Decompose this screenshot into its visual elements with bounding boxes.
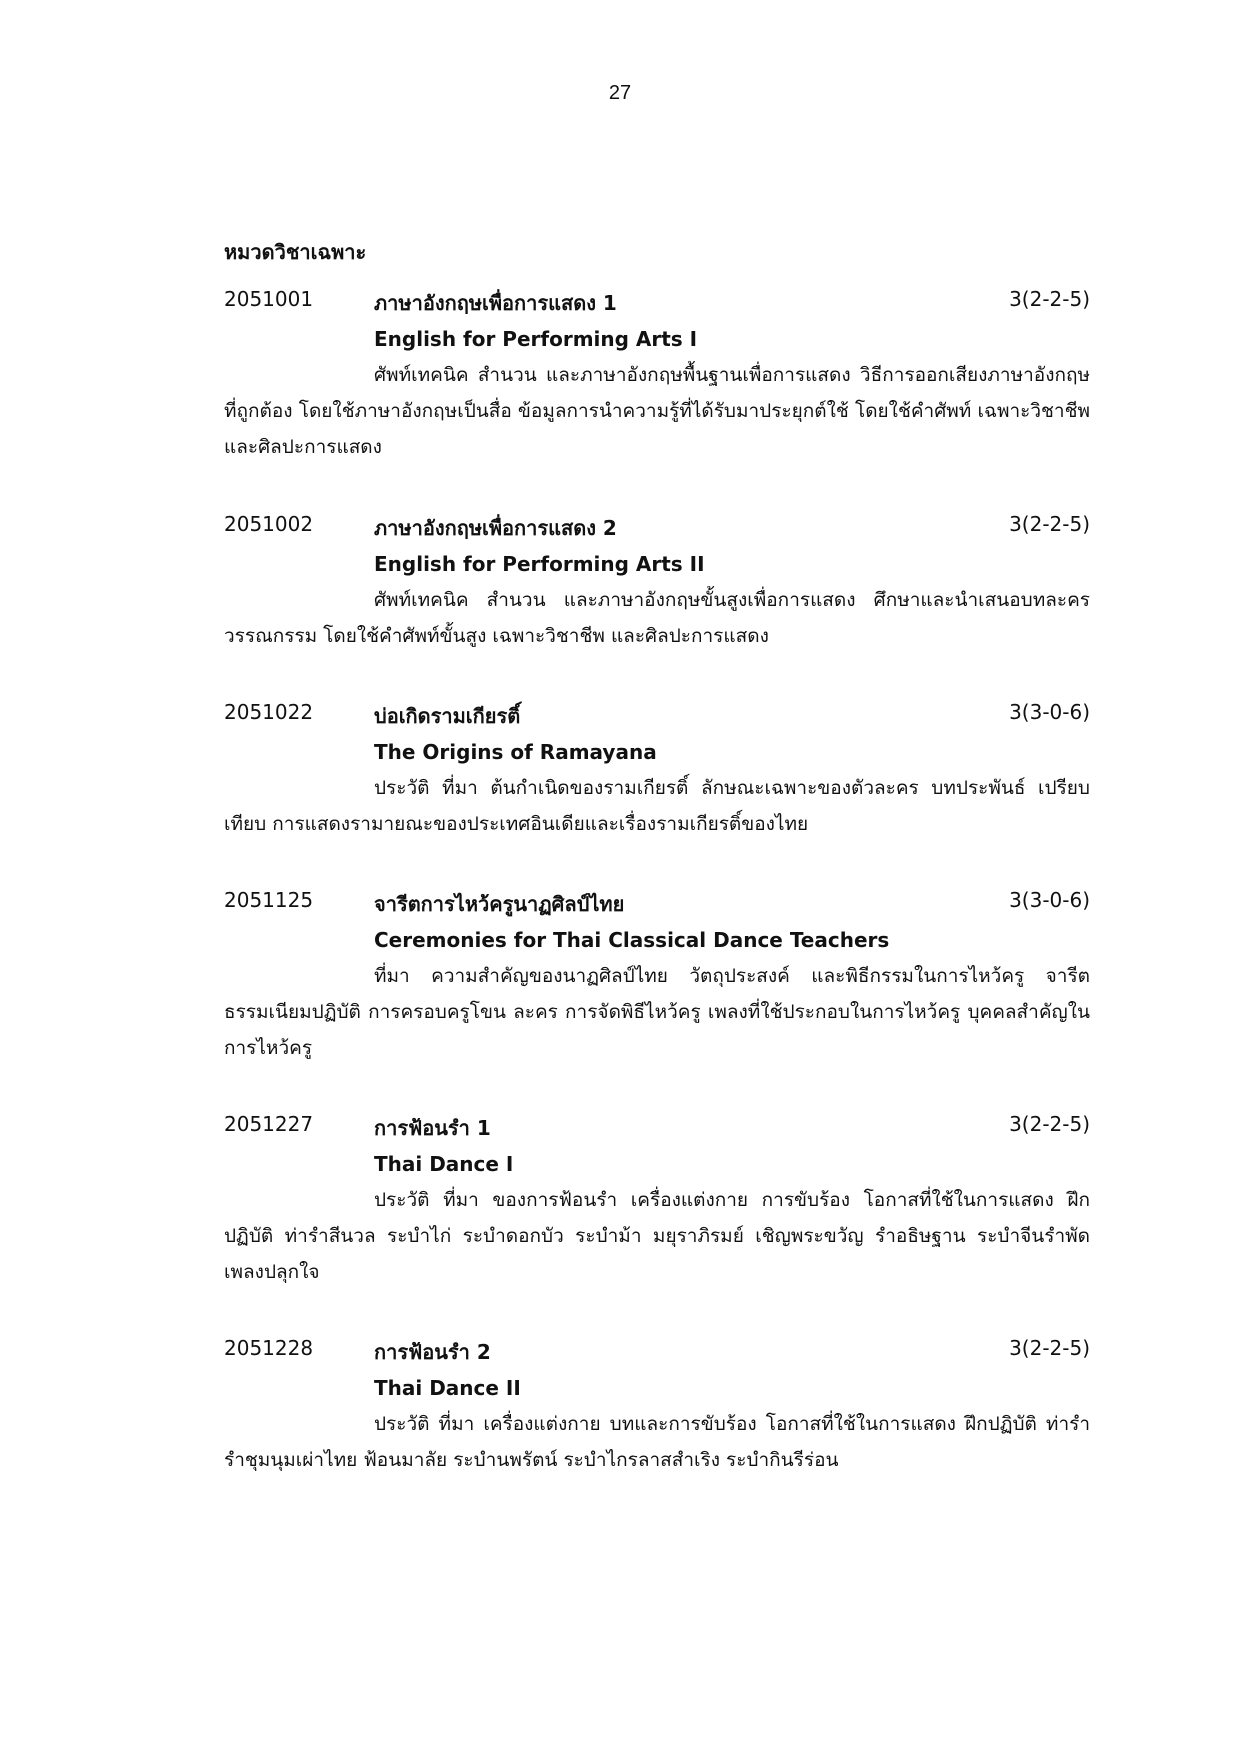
course-description: ประวัติ ที่มา ของการฟ้อนรำ เครื่องแต่งกาย การขับร้อง โอกาสที่ใช้ในการแสดง ฝึกปฏิบัติ ท่ารำสีนวล ระบำไก่ ระบำดอกบัว ระบำม้า มยุราภิรมย์ เชิญพระขวัญ รำอธิษฐาน ระบำจีนรำพัด เพลงปลุกใจ	[224, 1189, 1090, 1283]
course-title-thai: ภาษาอังกฤษเพื่อการแสดง 1	[374, 291, 617, 315]
course-title-thai: การฟ้อนรำ 1	[374, 1116, 491, 1140]
course-credits: 3(3-0-6)	[1009, 700, 1090, 724]
course-header	[224, 1336, 1090, 1370]
course-code: 2051125	[224, 888, 314, 912]
course-title-thai: บ่อเกิดรามเกียรติ์	[374, 704, 521, 728]
course-description: ที่มา ความสำคัญของนาฏศิลป์ไทย วัตถุประสงค์ และพิธีกรรมในการไหว้ครู จารีตธรรมเนียมปฏิบัติ การครอบครูโขน ละคร การจัดพิธีไหว้ครู เพลงที่ใช้ประกอบในการไหว้ครู บุคคลสำคัญในการไหว้ครู	[224, 965, 1090, 1059]
course-title-english: Ceremonies for Thai Classical Dance Teachers	[374, 928, 890, 952]
course-title-english: Thai Dance II	[374, 1376, 521, 1400]
course-entry	[224, 287, 1090, 465]
course-code: 2051022	[224, 700, 314, 724]
course-entry	[224, 512, 1090, 654]
course-title-english: English for Performing Arts I	[374, 327, 698, 351]
course-title-english: English for Performing Arts II	[374, 552, 705, 576]
course-title-english: The Origins of Ramayana	[374, 740, 657, 764]
course-title-thai: ภาษาอังกฤษเพื่อการแสดง 2	[374, 516, 617, 540]
course-code: 2051227	[224, 1112, 314, 1136]
course-header	[224, 700, 1090, 734]
course-code: 2051001	[224, 287, 314, 311]
course-entry	[224, 1336, 1090, 1478]
course-credits: 3(2-2-5)	[1009, 1336, 1090, 1360]
section-heading: หมวดวิชาเฉพาะ	[224, 240, 367, 264]
course-credits: 3(2-2-5)	[1009, 1112, 1090, 1136]
course-credits: 3(3-0-6)	[1009, 888, 1090, 912]
course-header	[224, 888, 1090, 922]
course-entry	[224, 1112, 1090, 1290]
course-header	[224, 287, 1090, 321]
course-title-thai: การฟ้อนรำ 2	[374, 1340, 491, 1364]
course-credits: 3(2-2-5)	[1009, 512, 1090, 536]
course-description: ศัพท์เทคนิค สำนวน และภาษาอังกฤษพื้นฐานเพื่อการแสดง วิธีการออกเสียงภาษาอังกฤษที่ถูกต้อง โดยใช้ภาษาอังกฤษเป็นสื่อ ข้อมูลการนำความรู้ที่ได้รับมาประยุกต์ใช้ โดยใช้คำศัพท์ เฉพาะวิชาชีพ และศิลปะการแสดง	[224, 364, 1090, 458]
course-title-thai: จารีตการไหว้ครูนาฏศิลป์ไทย	[374, 892, 625, 916]
course-entry	[224, 888, 1090, 1066]
course-description: ประวัติ ที่มา ต้นกำเนิดของรามเกียรติ์ ลักษณะเฉพาะของตัวละคร บทประพันธ์ เปรียบเทียบ การแสดงรามายณะของประเทศอินเดียและเรื่องรามเกียรติ์ของไทย	[224, 777, 1090, 835]
course-entry	[224, 700, 1090, 842]
course-credits: 3(2-2-5)	[1009, 287, 1090, 311]
course-code: 2051228	[224, 1336, 314, 1360]
course-title-english: Thai Dance I	[374, 1152, 514, 1176]
course-header	[224, 1112, 1090, 1146]
course-code: 2051002	[224, 512, 314, 536]
course-description: ประวัติ ที่มา เครื่องแต่งกาย บทและการขับร้อง โอกาสที่ใช้ในการแสดง ฝึกปฏิบัติ ท่ารำ รำชุมนุมเผ่าไทย ฟ้อนมาลัย ระบำนพรัตน์ ระบำไกรลาสสำเริง ระบำกินรีร่อน	[224, 1413, 1090, 1471]
page-number: 27	[608, 82, 632, 104]
course-description: ศัพท์เทคนิค สำนวน และภาษาอังกฤษขั้นสูงเพื่อการแสดง ศึกษาและนำเสนอบทละคร วรรณกรรม โดยใช้คำศัพท์ขั้นสูง เฉพาะวิชาชีพ และศิลปะการแสดง	[224, 589, 1090, 647]
course-header	[224, 512, 1090, 546]
